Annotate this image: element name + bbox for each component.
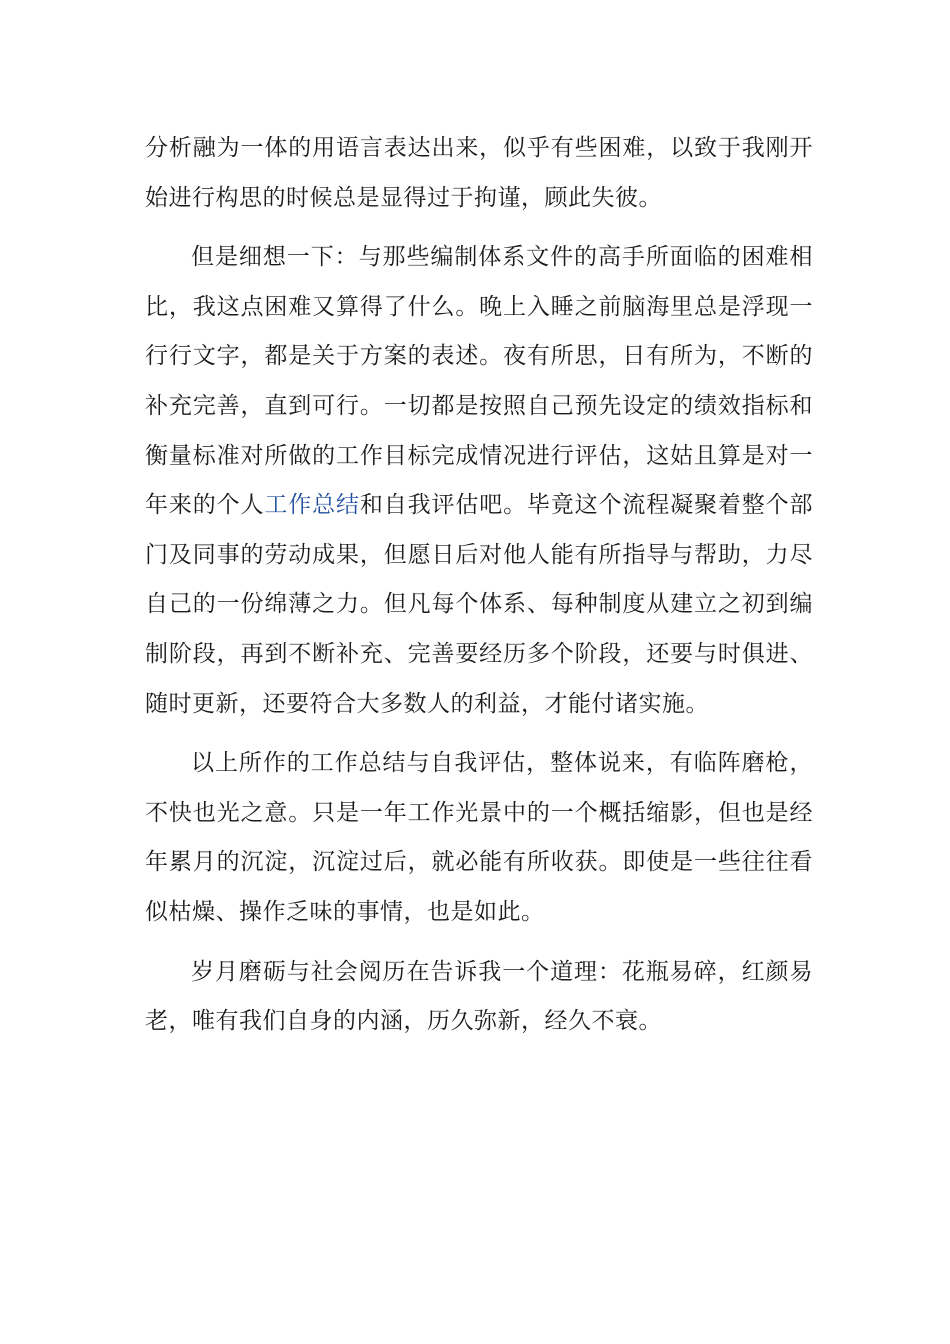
paragraph-2-text-before-link: 但是细想一下：与那些编制体系文件的高手所面临的困难相比，我这点困难又算得了什么。晚上入睡之前脑海里总是浮现一行行文字，都是关于方案的表述。夜有所思，日有所为，不断的补充完善，直到可行。一切都是按照自己预先设定的绩效指标和衡量标准对所做的工作目标完成情况进行评估，这姑且算是对一年来的个人 bbox=[145, 244, 813, 519]
document-body bbox=[145, 124, 813, 1047]
paragraph-4 bbox=[145, 948, 813, 1047]
paragraph-3 bbox=[145, 739, 813, 937]
paragraph-3-text: 以上所作的工作总结与自我评估，整体说来，有临阵磨枪，不快也光之意。只是一年工作光景中的一个概括缩影，但也是经年累月的沉淀，沉淀过后，就必能有所收获。即使是一些往往看似枯燥、操作乏味的事情，也是如此。 bbox=[145, 750, 813, 925]
paragraph-4-text: 岁月磨砺与社会阅历在告诉我一个道理：花瓶易碎，红颜易老，唯有我们自身的内涵，历久弥新，经久不衰。 bbox=[145, 958, 813, 1035]
work-summary-link[interactable]: 工作总结 bbox=[264, 492, 360, 519]
paragraph-1-text: 分析融为一体的用语言表达出来，似乎有些困难，以致于我刚开始进行构思的时候总是显得过于拘谨，顾此失彼。 bbox=[145, 135, 813, 211]
paragraph-2 bbox=[145, 233, 813, 729]
paragraph-2-text-after-link: 和自我评估吧。毕竟这个流程凝聚着整个部门及同事的劳动成果，但愿日后对他人能有所指导与帮助，力尽自己的一份绵薄之力。但凡每个体系、每种制度从建立之初到编制阶段，再到不断补充、完善要经历多个阶段，还要与时俱进、随时更新，还要符合大多数人的利益，才能付诸实施。 bbox=[145, 492, 814, 717]
paragraph-1 bbox=[145, 124, 813, 223]
